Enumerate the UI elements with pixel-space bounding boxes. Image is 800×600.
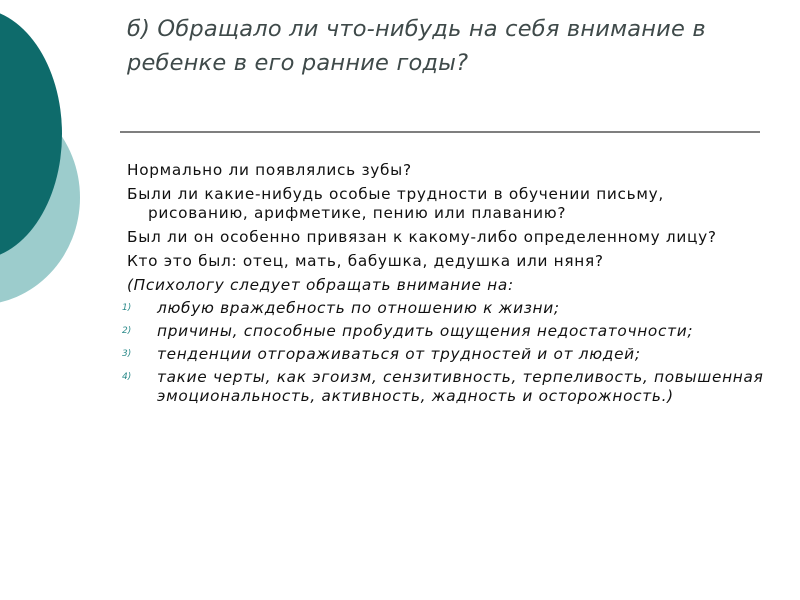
question-teeth: Нормально ли появлялись зубы? (127, 161, 412, 179)
title-divider (120, 131, 760, 133)
list-item (122, 322, 767, 341)
list-item-number: 2) (122, 326, 132, 336)
list-item (122, 345, 767, 364)
attention-list (122, 299, 767, 406)
slide-title-line-2: ребенке в его ранние годы? (127, 50, 469, 76)
list-item (122, 368, 767, 406)
list-item-text: любую враждебность по отношению к жизни; (157, 299, 560, 317)
list-item-number: 4) (122, 372, 132, 382)
question-who: Кто это был: отец, мать, бабушка, дедушка или няня? (127, 252, 604, 270)
slide-body (122, 161, 767, 410)
list-item (122, 299, 767, 318)
list-item-text: такие черты, как эгоизм, сензитивность, терпеливость, повышенная эмоциональность, активность, жадность и осторожность.) (157, 368, 764, 405)
list-item-number: 1) (122, 303, 132, 313)
question-learning-difficulties: Были ли какие-нибудь особые трудности в обучении письму, рисованию, арифметике, пению или плаванию? (127, 185, 664, 222)
list-item-text: тенденции отгораживаться от трудностей и от людей; (157, 345, 641, 363)
slide-title (127, 12, 767, 80)
list-item-text: причины, способные пробудить ощущения недостаточности; (157, 322, 694, 340)
question-attachment: Был ли он особенно привязан к какому-либо определенному лицу? (127, 228, 717, 246)
list-item-number: 3) (122, 349, 132, 359)
slide-title-line-1: б) Обращало ли что-нибудь на себя внимание в (127, 16, 706, 42)
psychologist-note-lead: (Психологу следует обращать внимание на: (127, 276, 514, 294)
